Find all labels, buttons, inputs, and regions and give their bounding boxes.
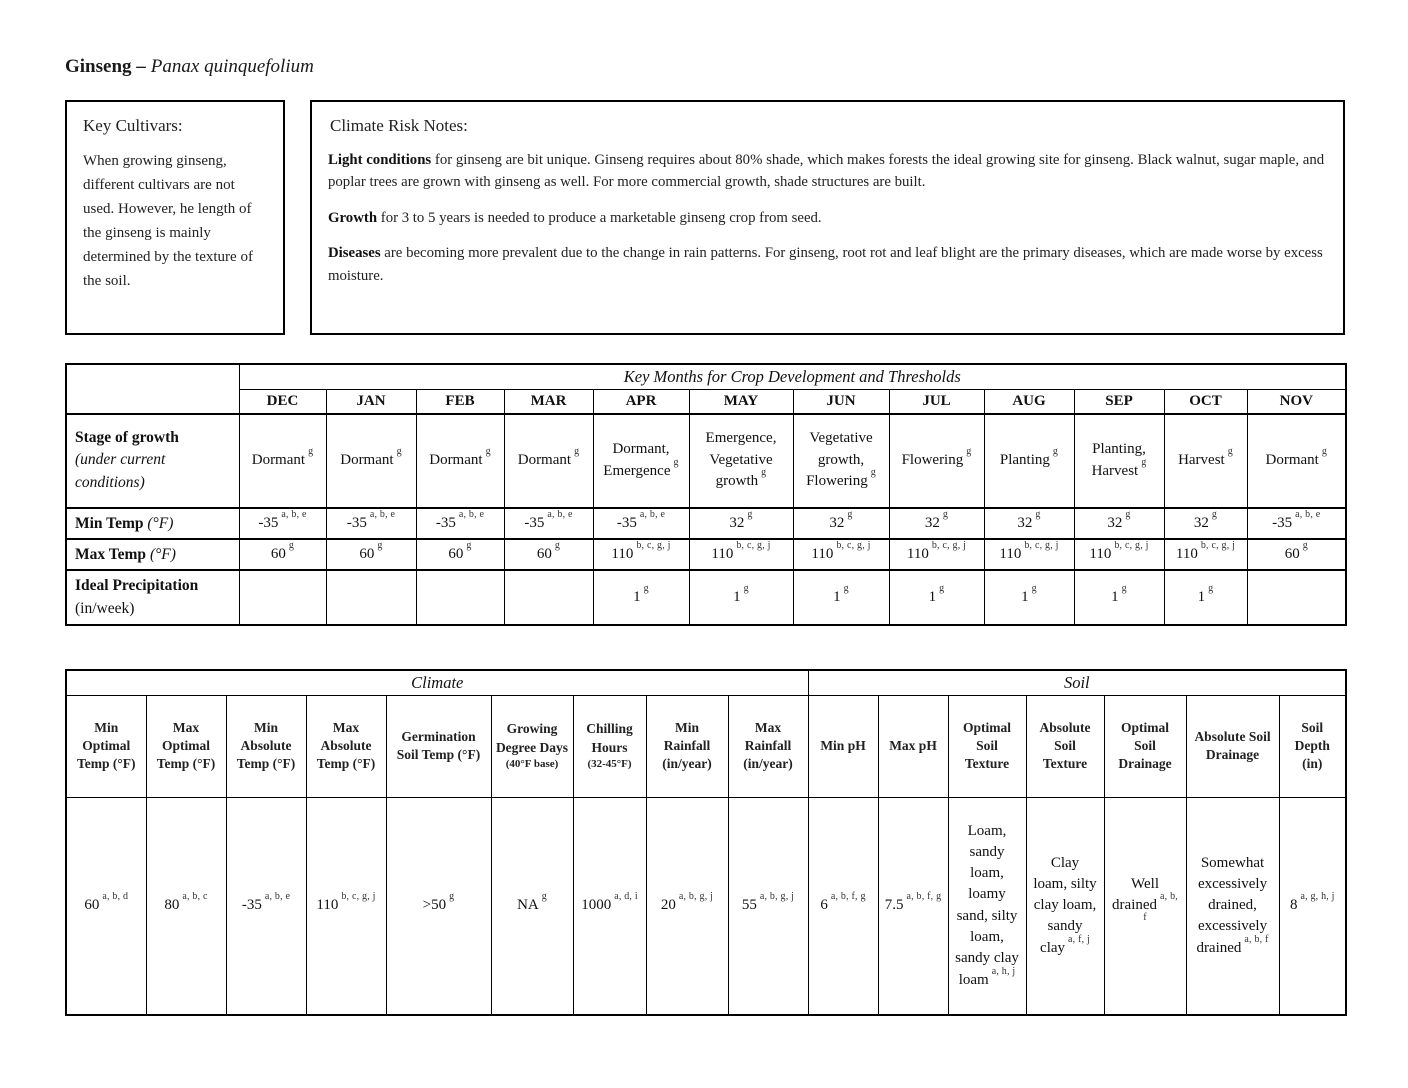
max-temp-cell: 110$^{b, c, g, j}$ [1074,539,1164,570]
column-header-optimal-soil-texture [948,695,1026,797]
min-temp-label: Min Temp [75,514,144,532]
header-text: Max Rainfall (in/year) [743,719,793,772]
stage-cell: Dormant, Emergence$^g$ [593,414,689,508]
max-temp-cell: 60$^g$ [504,539,593,570]
month-header-apr: APR [593,390,689,414]
header-text: Chilling Hours [586,721,633,755]
precip-cell [326,570,416,625]
column-header-row [66,695,1346,797]
stage-cell: Dormant$^g$ [1247,414,1346,508]
header-text: Max Absolute Temp (°F) [316,719,376,772]
max-ph-value: 7.5$^{a, b, f, g}$ [878,797,948,1015]
months-table-title: Key Months for Crop Development and Thresholds [239,364,1346,390]
max-optimal-temp-value: 80$^{a, b, c}$ [146,797,226,1015]
chilling-hours-value: 1000$^{a, d, i}$ [573,797,646,1015]
month-header-may: MAY [689,390,793,414]
header-text: Max pH [889,737,937,753]
min-temp-unit: (°F) [147,514,174,532]
precip-cell: 1$^g$ [689,570,793,625]
month-header-dec: DEC [239,390,326,414]
column-header-min-rainfall [646,695,728,797]
min-temp-cell: 32$^g$ [984,508,1074,539]
note-lead: Light conditions [328,152,432,168]
column-header-max-rainfall [728,695,808,797]
values-row [66,797,1346,1015]
note-diseases [328,242,1327,287]
optimal-soil-texture-value: Loam, sandy loam, loamy sand, silty loam, sandy clay loam$^{a, h, j}$ [948,797,1026,1015]
max-temp-cell: 110$^{b, c, g, j}$ [984,539,1074,570]
column-header-max-absolute-temp [306,695,386,797]
month-header-feb: FEB [416,390,504,414]
column-header-min-optimal-temp [66,695,146,797]
column-header-optimal-soil-drainage [1104,695,1186,797]
month-header-row [66,390,1346,414]
precip-row-label [66,570,239,625]
min-temp-row [66,508,1346,539]
column-header-chilling-hours [573,695,646,797]
absolute-soil-texture-value: Clay loam, silty clay loam, sandy clay$^{a, f, j}$ [1026,797,1104,1015]
month-header-jan: JAN [326,390,416,414]
soil-section-title: Soil [808,670,1346,696]
max-temp-label: Max Temp [75,545,147,563]
crop-latin-name: Panax quinquefolium [150,56,314,77]
header-text: Min Absolute Temp (°F) [236,719,296,772]
max-temp-cell: 110$^{b, c, g, j}$ [889,539,984,570]
precip-cell: 1$^g$ [1074,570,1164,625]
max-temp-cell: 110$^{b, c, g, j}$ [1164,539,1247,570]
max-temp-cell: 110$^{b, c, g, j}$ [689,539,793,570]
stage-cell: Flowering$^g$ [889,414,984,508]
column-header-max-optimal-temp [146,695,226,797]
month-header-mar: MAR [504,390,593,414]
precip-cell: 1$^g$ [593,570,689,625]
min-temp-cell: -35$^{a, b, e}$ [1247,508,1346,539]
header-text: Soil Depth (in) [1294,719,1330,772]
month-header-oct: OCT [1164,390,1247,414]
min-temp-cell: 32$^g$ [1164,508,1247,539]
note-lead: Diseases [328,245,381,262]
header-text: Absolute Soil Drainage [1194,728,1271,762]
stage-cell: Vegetative growth, Flowering$^g$ [793,414,889,508]
max-temp-row [66,539,1346,570]
header-text: Min Optimal Temp (°F) [76,719,136,772]
absolute-soil-drainage-value: Somewhat excessively drained, excessively drained$^{a, b, f}$ [1186,797,1279,1015]
min-temp-cell: -35$^{a, b, e}$ [504,508,593,539]
column-header-min-ph [808,695,878,797]
stage-cell: Dormant$^g$ [504,414,593,508]
max-temp-cell: 110$^{b, c, g, j}$ [793,539,889,570]
climate-risk-heading: Climate Risk Notes: [330,116,468,135]
max-temp-cell: 60$^g$ [326,539,416,570]
stage-cell: Dormant$^g$ [416,414,504,508]
month-header-jul: JUL [889,390,984,414]
note-text: for ginseng are bit unique. Ginseng requires about 80% shade, which makes forests the ideal growing site for ginseng. Black walnut, sugar maple, and poplar trees are grown with ginseng as well. For more commercial growth, shade structures are built. [328,152,1325,191]
note-growth [328,207,1327,229]
min-optimal-temp-value: 60$^{a, b, d}$ [66,797,146,1015]
max-temp-cell: 60$^g$ [239,539,326,570]
note-text: for 3 to 5 years is needed to produce a marketable ginseng crop from seed. [377,209,822,226]
column-header-max-ph [878,695,948,797]
header-text: Optimal Soil Texture [963,719,1012,772]
precip-cell: 1$^g$ [1164,570,1247,625]
stage-cell: Planting$^g$ [984,414,1074,508]
header-text: Growing Degree Days [495,721,569,755]
min-rainfall-value: 20$^{a, b, g, j}$ [646,797,728,1015]
min-temp-cell: -35$^{a, b, e}$ [416,508,504,539]
stage-row-label [66,414,239,508]
max-temp-cell: 60$^g$ [416,539,504,570]
month-header-nov: NOV [1247,390,1346,414]
section-title-row [66,670,1346,696]
stage-of-growth-row [66,414,1346,508]
max-temp-unit: (°F) [149,545,176,563]
precip-cell [504,570,593,625]
column-header-absolute-soil-drainage [1186,695,1279,797]
header-text: Max Optimal Temp (°F) [156,719,216,772]
min-ph-value: 6$^{a, b, f, g}$ [808,797,878,1015]
stage-cell: Harvest$^g$ [1164,414,1247,508]
min-temp-row-label [66,508,239,539]
top-boxes-row [65,100,1345,335]
crop-name: Ginseng – [65,56,146,77]
column-header-growing-degree-days [491,695,573,797]
min-temp-cell: -35$^{a, b, e}$ [593,508,689,539]
min-temp-cell: 32$^g$ [793,508,889,539]
precip-cell [239,570,326,625]
page-title [65,56,1345,78]
min-temp-cell: -35$^{a, b, e}$ [326,508,416,539]
key-months-table [65,363,1347,626]
header-text: Min Rainfall (in/year) [662,719,712,772]
climate-soil-table [65,669,1347,1017]
header-text: Germination Soil Temp (°F) [396,728,481,762]
growing-degree-days-value: $NA^g$ [491,797,573,1015]
note-lead: Growth [328,209,378,226]
min-temp-cell: 32$^g$ [1074,508,1164,539]
max-temp-cell: 110$^{b, c, g, j}$ [593,539,689,570]
note-light-conditions [328,149,1327,194]
month-header-sep: SEP [1074,390,1164,414]
column-header-min-absolute-temp [226,695,306,797]
min-absolute-temp-value: -35$^{a, b, e}$ [226,797,306,1015]
header-text: Min pH [820,737,866,753]
precip-cell: 1$^g$ [984,570,1074,625]
max-absolute-temp-value: 110$^{b, c, g, j}$ [306,797,386,1015]
optimal-soil-drainage-value: Well drained$^{a, b, f}$ [1104,797,1186,1015]
month-header-jun: JUN [793,390,889,414]
header-subtext: (32-45°F) [587,757,632,770]
table-corner-cell [66,364,239,414]
header-subtext: (40°F base) [505,757,559,770]
min-temp-cell: 32$^g$ [689,508,793,539]
precip-cell [1247,570,1346,625]
max-temp-row-label [66,539,239,570]
precip-unit: (in/week) [75,600,135,618]
column-header-absolute-soil-texture [1026,695,1104,797]
min-temp-cell: 32$^g$ [889,508,984,539]
header-text: Optimal Soil Drainage [1118,719,1172,772]
climate-section-title: Climate [66,670,808,696]
key-cultivars-body: When growing ginseng, different cultivars are not used. However, he length of the ginseng is mainly determined by the texture of the soil. [83,153,253,289]
column-header-germination-soil-temp [386,695,491,797]
stage-label-title: Stage of growth [75,428,179,446]
min-temp-cell: -35$^{a, b, e}$ [239,508,326,539]
stage-cell: Dormant$^g$ [326,414,416,508]
stage-label-note: (under current conditions) [75,451,166,491]
key-cultivars-box [65,100,285,335]
precip-cell: 1$^g$ [889,570,984,625]
max-temp-cell: 60$^g$ [1247,539,1346,570]
stage-cell: Emergence, Vegetative growth$^g$ [689,414,793,508]
germination-soil-temp-value: $>50^g$ [386,797,491,1015]
soil-depth-value: 8$^{a, g, h, j}$ [1279,797,1346,1015]
note-text: are becoming more prevalent due to the change in rain patterns. For ginseng, root rot and leaf blight are the primary diseases, which are made worse by excess moisture. [328,245,1323,284]
header-text: Absolute Soil Texture [1039,719,1091,772]
key-cultivars-heading: Key Cultivars: [83,116,183,135]
max-rainfall-value: 55$^{a, b, g, j}$ [728,797,808,1015]
stage-cell: Dormant$^g$ [239,414,326,508]
ideal-precipitation-row [66,570,1346,625]
month-header-aug: AUG [984,390,1074,414]
precip-cell [416,570,504,625]
precip-label: Ideal Precipitation [75,577,199,594]
precip-cell: 1$^g$ [793,570,889,625]
column-header-soil-depth [1279,695,1346,797]
climate-risk-notes-box [310,100,1345,335]
stage-cell: Planting, Harvest$^g$ [1074,414,1164,508]
